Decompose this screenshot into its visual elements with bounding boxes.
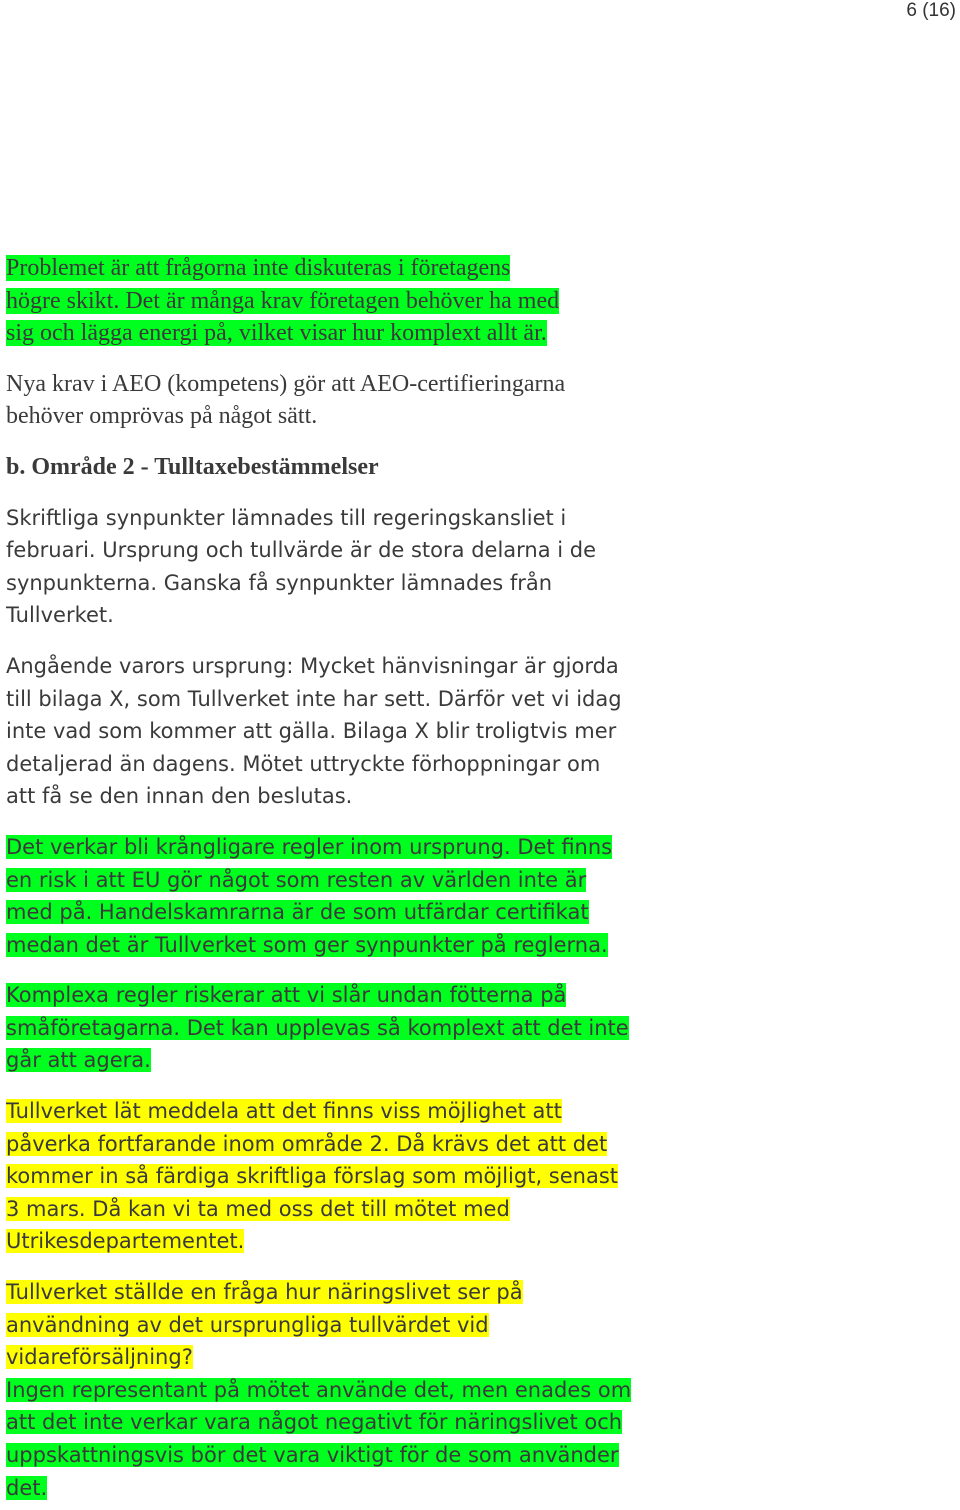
text-line: medan det är Tullverket som ger synpunkter på reglerna. — [6, 932, 608, 957]
text-line: går att agera. — [6, 1048, 151, 1073]
text-line: användning av det ursprungliga tullvärdet vid — [6, 1312, 489, 1337]
text-line: att få se den innan den beslutas. — [6, 784, 353, 809]
paragraph-origin — [6, 650, 726, 813]
paragraph-aeo — [6, 368, 726, 433]
paragraph-influence — [6, 1095, 726, 1258]
paragraph-complex-rules — [6, 831, 726, 961]
text-line: till bilaga X, som Tullverket inte har sett. Därför vet vi idag — [6, 686, 622, 711]
text-line: en risk i att EU gör något som resten av världen inte är — [6, 867, 587, 892]
text-line: uppskattningsvis bör det vara viktigt för de som använder — [6, 1443, 619, 1467]
text-line: sig och lägga energi på, vilket visar hur komplext allt är. — [6, 320, 547, 347]
text-line: Tullverket ställde en fråga hur näringslivet ser på — [6, 1280, 523, 1305]
text-line: februari. Ursprung och tullvärde är de stora delarna i de — [6, 538, 597, 563]
text-line: högre skikt. Det är många krav företagen behöver ha med — [6, 287, 560, 314]
text-line: Skriftliga synpunkter lämnades till regeringskansliet i — [6, 505, 567, 530]
text-line: med på. Handelskamrarna är de som utfärdar certifikat — [6, 900, 589, 925]
text-line: Nya krav i AEO (kompetens) gör att AEO-certifieringarna — [6, 370, 566, 397]
text-line: Komplexa regler riskerar att vi slår undan fötterna på — [6, 983, 567, 1008]
text-line: Det verkar bli krångligare regler inom ursprung. Det finns — [6, 834, 613, 859]
text-line: Tullverket. — [6, 603, 114, 628]
text-line: 3 mars. Då kan vi ta med oss det till mötet med — [6, 1196, 510, 1221]
text-line: kommer in så färdiga skriftliga förslag som möjligt, senast — [6, 1164, 619, 1189]
paragraph-top-concerns — [6, 252, 726, 350]
text-line: att det inte verkar vara något negativt för näringslivet och — [6, 1410, 623, 1435]
page-number: 6 (16) — [906, 0, 956, 21]
text-line: småföretagarna. Det kan upplevas så komplext att det inte — [6, 1015, 629, 1040]
section-heading: b. Område 2 - Tulltaxebestämmelser — [6, 453, 379, 480]
text-line: påverka fortfarande inom område 2. Då krävs det att det — [6, 1131, 608, 1156]
text-line: Angående varors ursprung: Mycket hänvisningar är gjorda — [6, 653, 619, 678]
text-line: synpunkterna. Ganska få synpunkter lämnades från — [6, 570, 553, 595]
paragraph-question — [6, 1276, 726, 1374]
text-line: Ingen representant på mötet använde det, men enades om — [6, 1377, 632, 1402]
text-line: Utrikesdepartementet. — [6, 1229, 245, 1254]
paragraph-small-businesses — [6, 979, 726, 1077]
text-line: vidareförsäljning? — [6, 1345, 193, 1370]
text-line: det. — [6, 1475, 48, 1500]
paragraph-answer — [6, 1374, 726, 1504]
text-line: Tullverket lät meddela att det finns viss möjlighet att — [6, 1099, 562, 1124]
text-line: behöver omprövas på något sätt. — [6, 403, 318, 430]
text-line: Problemet är att frågorna inte diskuteras i företagens — [6, 255, 511, 281]
document-body — [6, 252, 726, 1504]
paragraph-written-comments — [6, 502, 726, 632]
text-line: detaljerad än dagens. Mötet uttryckte förhoppningar om — [6, 751, 601, 776]
text-line: inte vad som kommer att gälla. Bilaga X blir troligtvis mer — [6, 719, 617, 744]
